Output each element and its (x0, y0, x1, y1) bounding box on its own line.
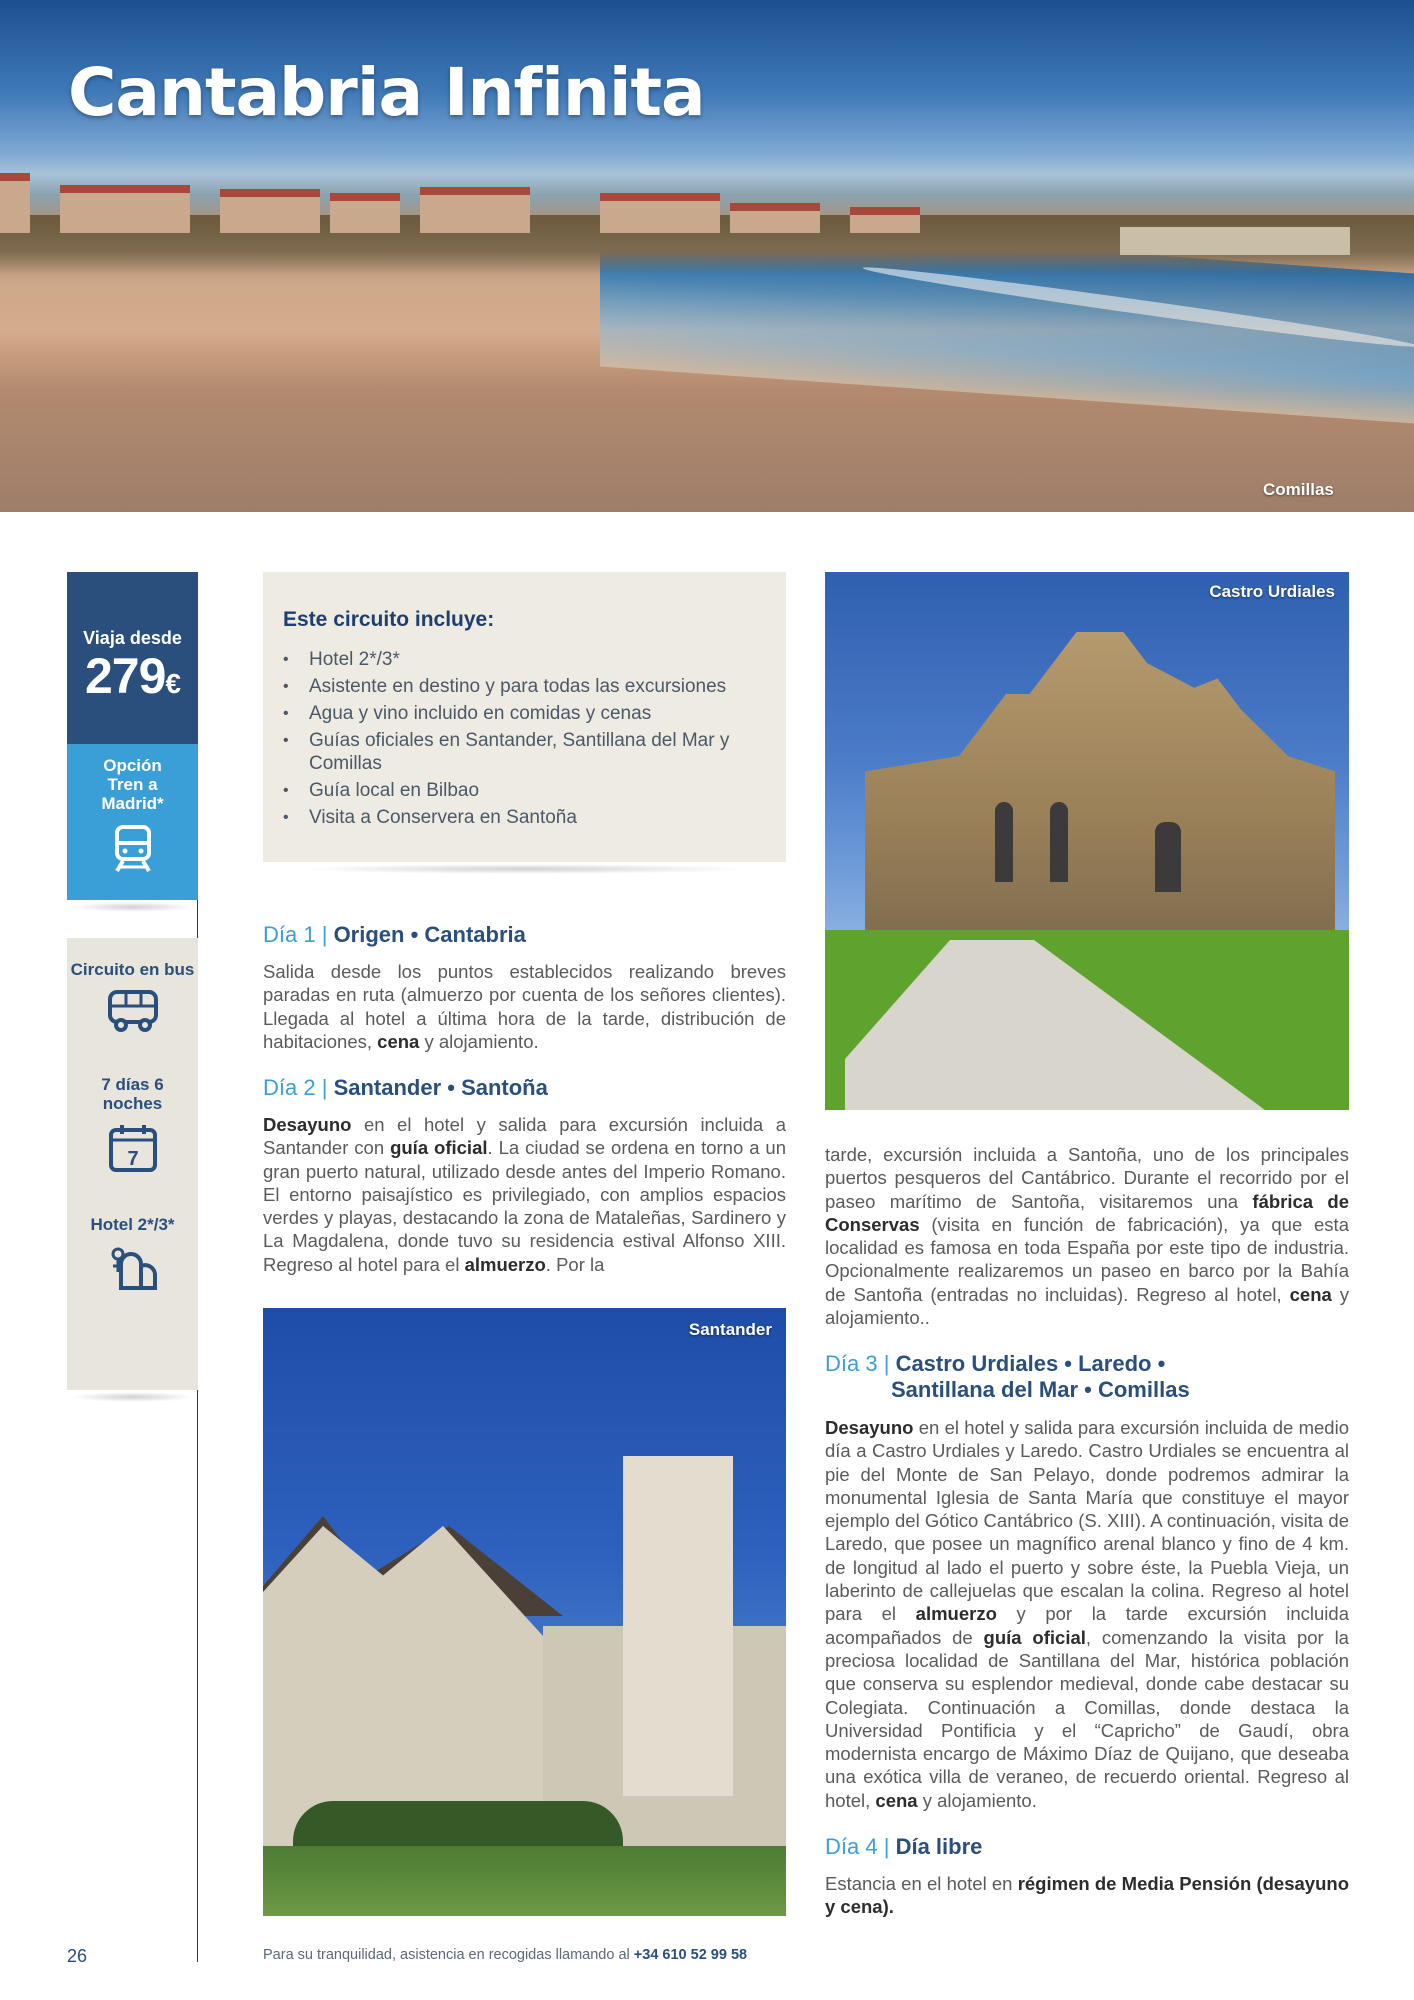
list-item: • Visita a Conservera en Santoña (283, 806, 753, 829)
page-title: Cantabria Infinita (68, 54, 705, 131)
day-4-heading: Día 4 | Día libre (825, 1834, 983, 1859)
footer-assistance: Para su tranquilidad, asistencia en recogidas llamando al +34 610 52 99 58 (263, 1947, 748, 1963)
day-2-text-part2: tarde, excursión incluida a Santoña, uno de los principales puertos pesqueros del Cantábrico. Durante el recorrido por el paseo marítimo de Santoña, visitaremos una fábrica de Conservas (visita en función de fabricación), ya que esta localidad es famosa en toda España por este tipo de industria. Opcionalmente realizaremos un paseo en barco por la Bahía de Santoña (entradas no incluidas). Regreso al hotel, cena y alojamiento.. (825, 1144, 1349, 1329)
includes-title: Este circuito incluye: (283, 608, 495, 631)
includes-box (263, 572, 786, 862)
duration-label: 7 días 6 noches (101, 1075, 164, 1113)
wet-sand (0, 270, 1414, 390)
list-item: • Hotel 2*/3* (283, 648, 753, 671)
castro-caption: Castro Urdiales (1209, 582, 1335, 601)
price-value: 279€ (84, 648, 180, 704)
price-label: Viaja desde (83, 628, 182, 648)
hero-caption: Comillas (1263, 480, 1334, 499)
bus-icon (107, 989, 159, 1037)
shadow (72, 902, 194, 912)
list-item: • Agua y vino incluido en comidas y cenas (283, 702, 753, 725)
train-label: Opción Tren a Madrid* (101, 756, 164, 813)
price-box (67, 572, 198, 744)
list-item: • Guías oficiales en Santander, Santillana del Mar y Comillas (283, 729, 753, 775)
shadow (300, 864, 750, 874)
shadow (72, 1392, 194, 1402)
day-4-text: Estancia en el hotel en régimen de Media Pensión (desayuno y cena). (825, 1873, 1349, 1918)
trip-info-box (67, 938, 198, 1390)
town-silhouette (0, 138, 1050, 233)
santander-photo (263, 1308, 786, 1916)
phone-number: +34 610 52 99 58 (633, 1947, 748, 1963)
day-1-heading: Día 1 | Origen • Cantabria (263, 922, 526, 947)
list-item: • Guía local en Bilbao (283, 779, 753, 802)
day-3-text: Desayuno en el hotel y salida para excursión incluida de medio día a Castro Urdiales y Laredo. Castro Urdiales se encuentra al pie del Monte de San Pelayo, donde podremos admirar la monumental Iglesia de Santa María que constituye el mayor ejemplo del Gótico Cantábrico (S. XIII). A continuación, visita de Laredo, que posee un magnífico arenal blanco y fino de 4 km. de longitud al lado el puerto y sobre éste, la Puebla Vieja, un laberinto de callejuelas que escalan la colina. Regreso al hotel para el almuerzo y por la tarde excursión incluida acompañados de guía oficial, comenzando la visita por la preciosa localidad de Santillana del Mar, histórica población que conserva su esplendor medieval, donde cabe destacar su Colegiata. Continuación a Comillas, donde destaca la Universidad Pontificia y el “Capricho” de Gaudí, obra modernista encargo de Máximo Díaz de Quijano, que deseaba una exótica villa de veraneo, de recuerdo oriental. Regreso al hotel, cena y alojamiento. (825, 1417, 1349, 1811)
castro-urdiales-photo (825, 572, 1349, 1110)
includes-list (283, 648, 786, 829)
page-number: 26 (67, 1946, 88, 1966)
hotel-bell-icon (107, 1244, 159, 1292)
bus-label: Circuito en bus (70, 960, 195, 979)
harbor-wall (1120, 227, 1350, 255)
day-3-heading: Día 3 | Castro Urdiales • Laredo • Santillana del Mar • Comillas (825, 1351, 1190, 1402)
train-option-box (67, 744, 198, 900)
hero-image (0, 0, 1414, 512)
santander-caption: Santander (688, 1320, 772, 1339)
calendar-icon (107, 1123, 159, 1171)
train-icon (111, 825, 155, 873)
svg-text:7: 7 (126, 1148, 139, 1170)
hotel-label: Hotel 2*/3* (90, 1215, 175, 1234)
day-1-text: Salida desde los puntos establecidos realizando breves paradas en ruta (almuerzo por cuenta de los señores clientes). Llegada al hotel a última hora de la tarde, distribución de habitaciones, cena y alojamiento. (263, 961, 786, 1052)
day-2-heading: Día 2 | Santander • Santoña (263, 1075, 548, 1100)
list-item: • Asistente en destino y para todas las excursiones (283, 675, 753, 698)
day-2-text-part1: Desayuno en el hotel y salida para excursión incluida a Santander con guía oficial. La ciudad se ordena en torno a un gran puerto natural, utilizado desde antes del Imperio Romano. El entorno paisajístico es privilegiado, con amplios espacios verdes y playas, destacando la zona de Mataleñas, Sardinero y La Magdalena, donde tuvo su residencia estival Alfonso XIII. Regreso al hotel para el almuerzo. Por la (263, 1114, 786, 1275)
